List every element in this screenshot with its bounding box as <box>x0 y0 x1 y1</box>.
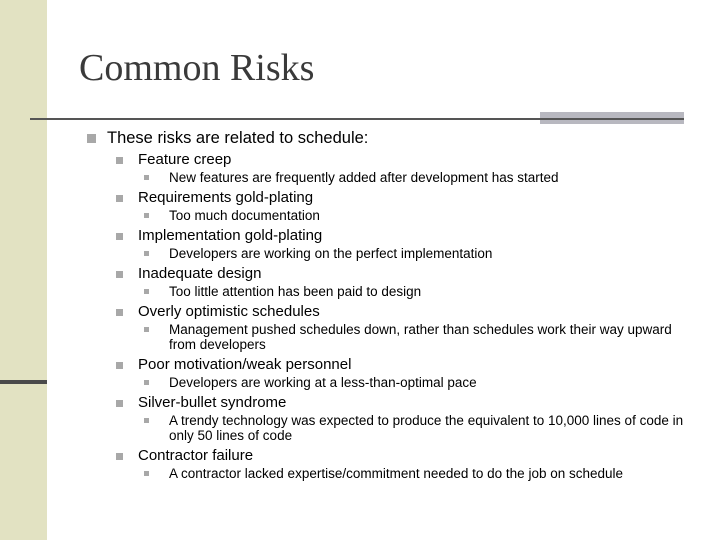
risk-detail <box>144 170 697 185</box>
risk-detail-text: A contractor lacked expertise/commitment needed to do the job on schedule <box>169 466 624 481</box>
risk-detail <box>144 322 697 352</box>
slide-title: Common Risks <box>79 47 315 89</box>
left-band-accent <box>0 380 47 384</box>
square-bullet-icon <box>144 251 149 256</box>
intro-text: These risks are related to schedule: <box>107 129 369 147</box>
risk-item <box>116 226 697 245</box>
risk-name: Overly optimistic schedules <box>138 303 320 320</box>
risk-detail <box>144 375 697 390</box>
risk-detail-text: Too little attention has been paid to design <box>169 284 422 299</box>
risk-name: Requirements gold-plating <box>138 189 314 206</box>
risk-detail-text: Management pushed schedules down, rather than schedules work their way upward from developers <box>169 322 672 352</box>
risk-detail <box>144 246 697 261</box>
square-bullet-icon <box>116 400 123 407</box>
title-rule <box>30 118 684 120</box>
square-bullet-icon <box>116 157 123 164</box>
risk-item <box>116 188 697 207</box>
square-bullet-icon <box>144 327 149 332</box>
risk-detail <box>144 208 697 223</box>
square-bullet-icon <box>87 134 96 143</box>
square-bullet-icon <box>144 175 149 180</box>
square-bullet-icon <box>116 309 123 316</box>
risk-item <box>116 264 697 283</box>
square-bullet-icon <box>144 289 149 294</box>
risk-detail <box>144 466 697 481</box>
square-bullet-icon <box>144 418 149 423</box>
risk-item <box>116 150 697 169</box>
square-bullet-icon <box>116 362 123 369</box>
intro-bullet <box>87 127 697 149</box>
risk-item <box>116 355 697 374</box>
risk-detail <box>144 413 697 443</box>
square-bullet-icon <box>116 195 123 202</box>
square-bullet-icon <box>116 453 123 460</box>
square-bullet-icon <box>144 213 149 218</box>
risk-detail <box>144 284 697 299</box>
risk-detail-text: Developers are working at a less-than-optimal pace <box>169 375 477 390</box>
square-bullet-icon <box>144 471 149 476</box>
square-bullet-icon <box>116 271 123 278</box>
square-bullet-icon <box>144 380 149 385</box>
slide-content <box>87 127 697 484</box>
risk-item <box>116 302 697 321</box>
risk-item <box>116 393 697 412</box>
risk-name: Feature creep <box>138 151 232 168</box>
square-bullet-icon <box>116 233 123 240</box>
risk-name: Contractor failure <box>138 447 254 464</box>
left-decorative-band <box>0 0 47 540</box>
risk-detail-text: New features are frequently added after development has started <box>169 170 559 185</box>
risk-item <box>116 446 697 465</box>
risk-detail-text: Too much documentation <box>169 208 320 223</box>
risk-name: Silver-bullet syndrome <box>138 394 287 411</box>
risk-detail-text: Developers are working on the perfect implementation <box>169 246 493 261</box>
risk-name: Poor motivation/weak personnel <box>138 356 352 373</box>
risk-detail-text: A trendy technology was expected to produce the equivalent to 10,000 lines of code in only 50 lines of code <box>169 413 684 443</box>
risk-name: Implementation gold-plating <box>138 227 323 244</box>
risk-name: Inadequate design <box>138 265 262 282</box>
